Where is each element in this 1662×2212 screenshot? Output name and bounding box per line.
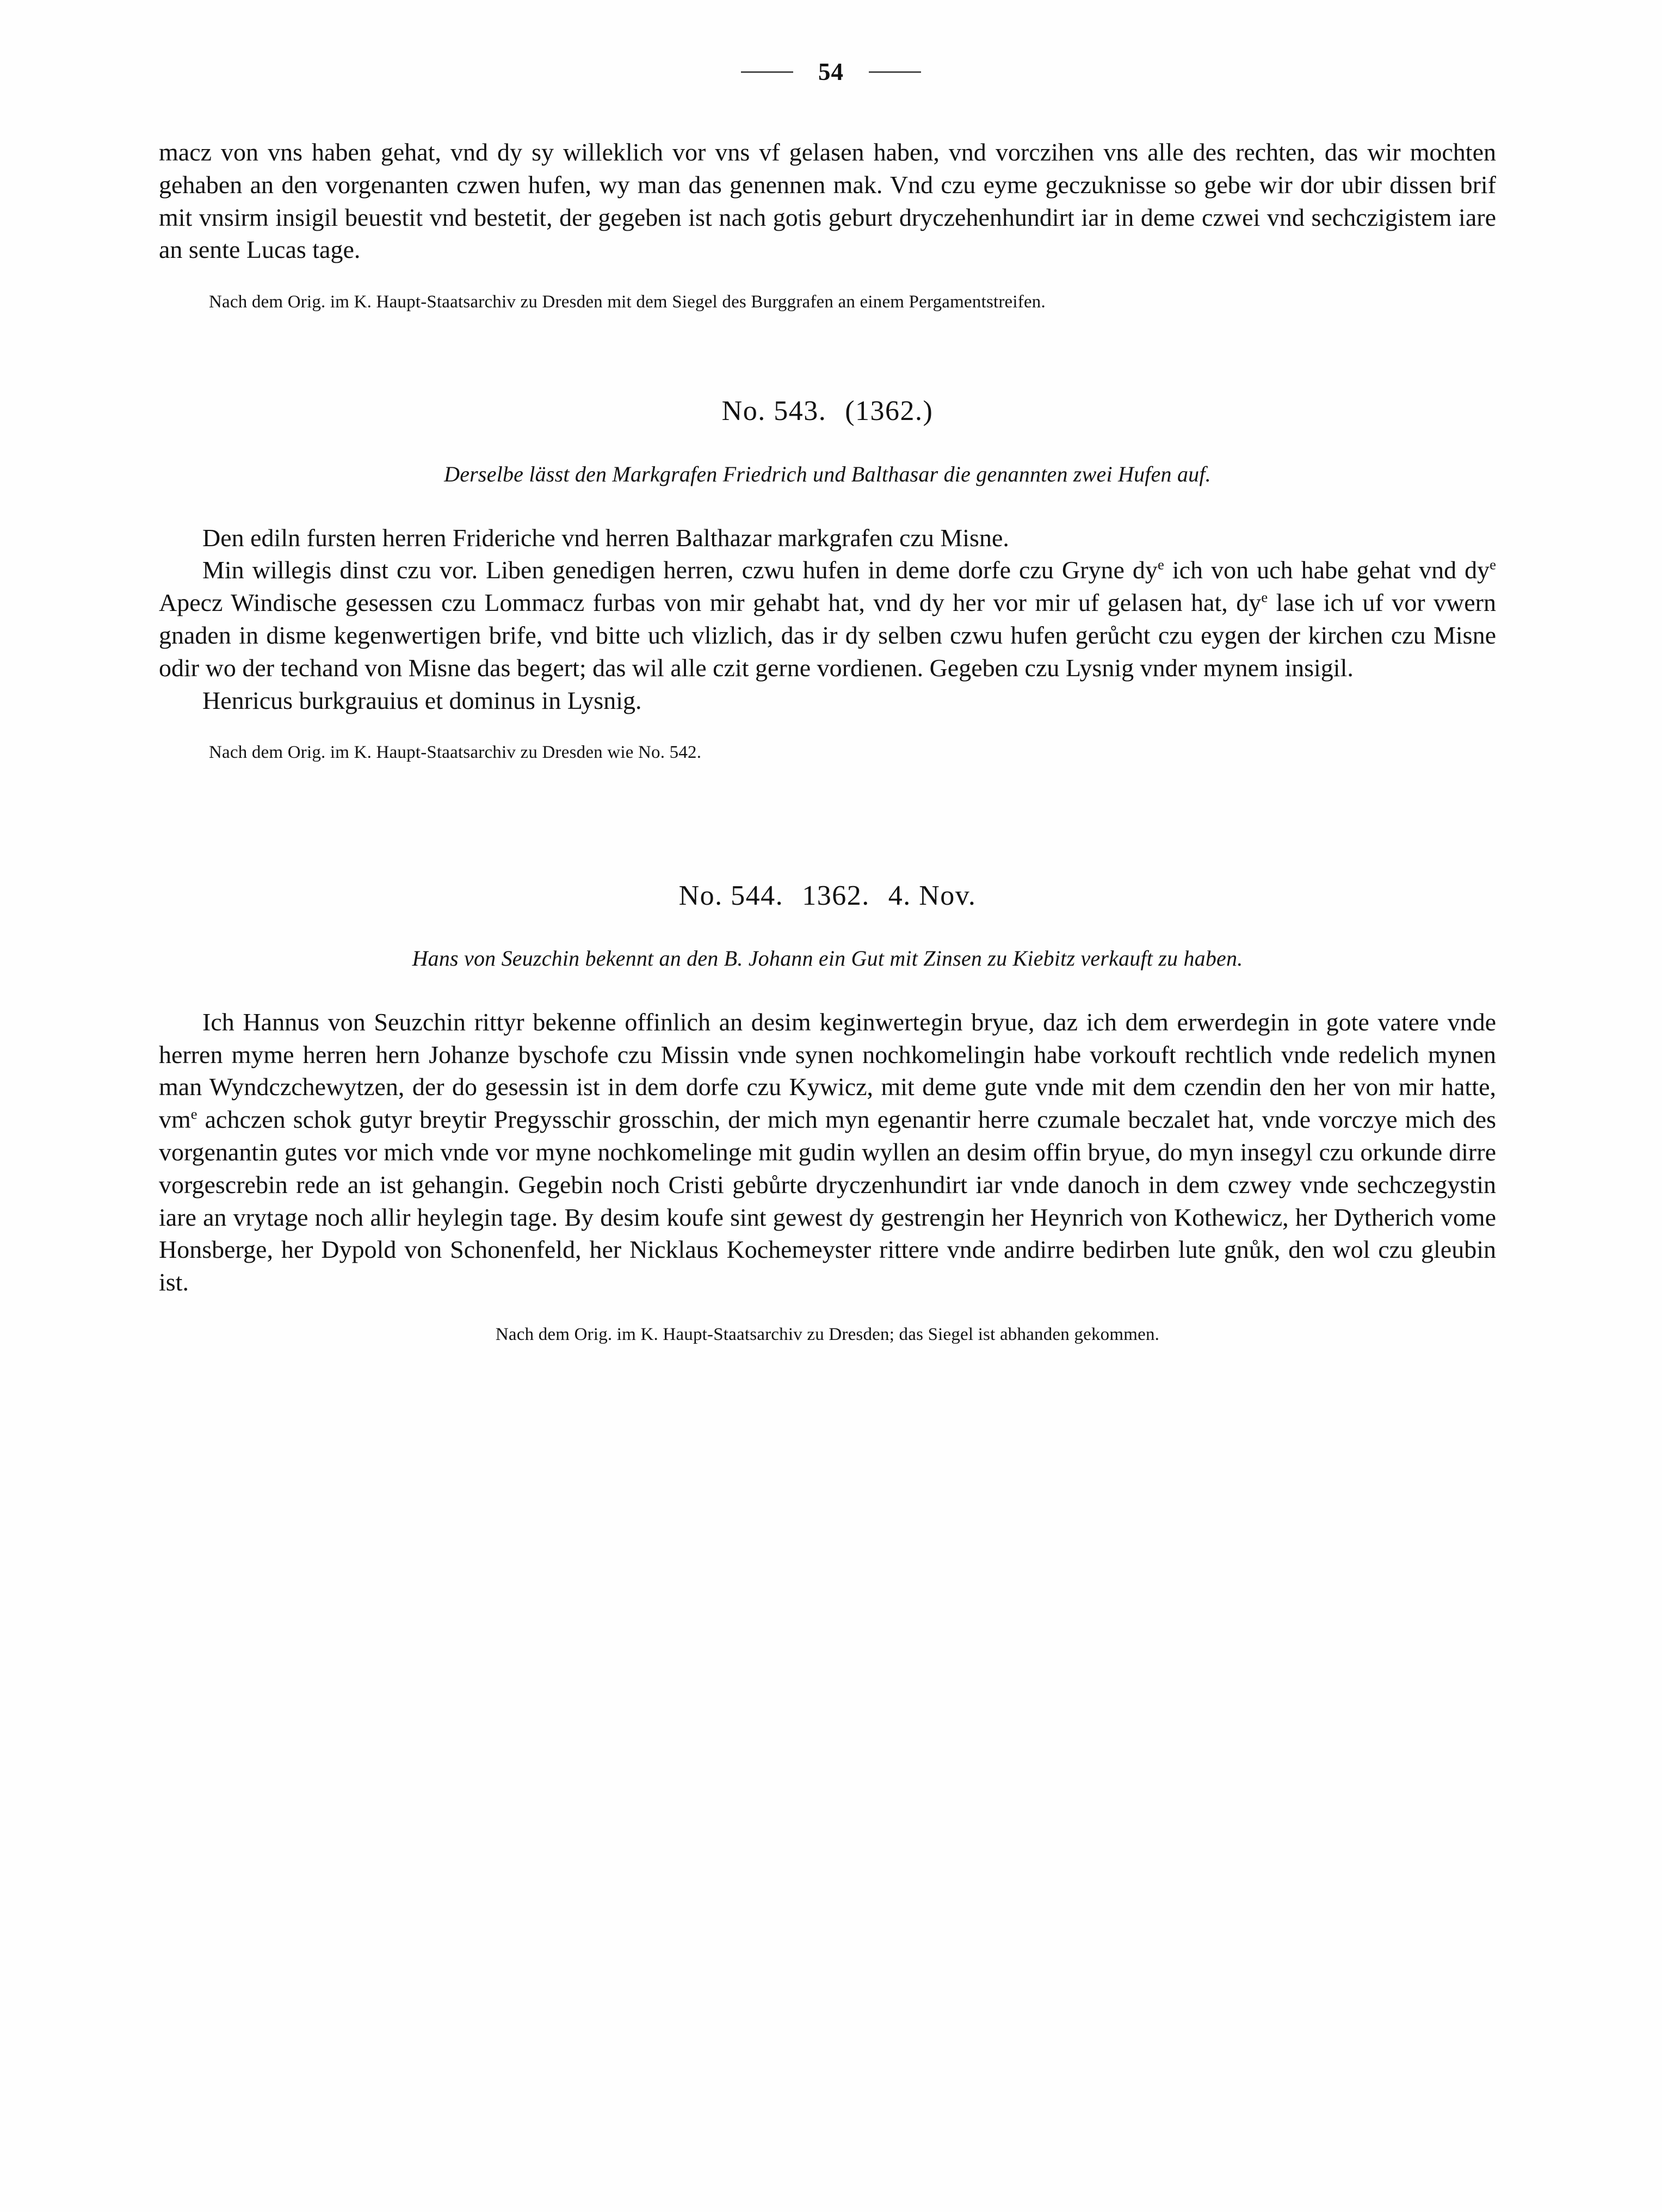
superscript-e-2: e [1490, 557, 1497, 573]
doc-543-body-segment-3: Apecz Windische gesessen czu Lommacz furbas von mir gehabt hat, vnd dy her vor mir uf gelasen hat, dy [159, 589, 1262, 617]
doc-544-heading-number: No. 544. [678, 880, 784, 911]
doc-544-body-segment-1: Ich Hannus von Seuzchin rittyr bekenne offinlich an desim keginwertegin bryue, daz ich dem erwerdegin in gote vatere vnde herren myme herren hern Johanze byschofe czu Missin vnde synen nochkomelingin habe vorkouft rechtlich vnde redelich mynen man Wyndczchewytzen, der do gesessin ist in dem dorfe czu Kywicz, mit deme gute vnde mit dem czendin den her von mir hatte, vm [159, 1008, 1496, 1134]
doc-543-body-segment-1: Min willegis dinst czu vor. Liben genedigen herren, czwu hufen in deme dorfe czu Gryne dy [202, 556, 1158, 584]
heading-spacer [159, 427, 1496, 461]
doc-543-source-note: Nach dem Orig. im K. Haupt-Staatsarchiv zu Dresden wie No. 542. [209, 743, 702, 763]
section-spacer [159, 314, 1496, 396]
regest-spacer [159, 488, 1496, 522]
doc-543-heading-date: (1362.) [845, 396, 934, 427]
doc-542-source-note: Nach dem Orig. im K. Haupt-Staatsarchiv zu Dresden mit dem Siegel des Burggrafen an einem Pergamentstreifen. [209, 292, 1046, 312]
superscript-e-1: e [1157, 557, 1164, 573]
doc-544-heading-day: 4. Nov. [888, 880, 977, 911]
doc-543-body [159, 554, 1496, 684]
running-head [0, 60, 1662, 98]
superscript-e-4: e [190, 1105, 197, 1122]
superscript-e-3: e [1261, 589, 1268, 605]
doc-544-heading [159, 880, 1496, 911]
doc-543-signature: Henricus burkgrauius et dominus in Lysnig. [202, 686, 642, 714]
text-column [159, 136, 1496, 1346]
section-spacer [159, 765, 1496, 847]
doc-543-regest: Derselbe lässt den Markgrafen Friedrich und Balthasar die genannten zwei Hufen auf. [444, 461, 1211, 486]
page-number: 54 [818, 58, 844, 85]
doc-544-body [159, 1006, 1496, 1299]
rule-left-decoration [741, 71, 793, 73]
doc-543-heading-number: No. 543. [721, 396, 827, 427]
rule-right-decoration [869, 71, 921, 73]
doc-544-regest: Hans von Seuzchin bekennt an den B. Johann ein Gut mit Zinsen zu Kiebitz verkauft zu haben. [412, 946, 1243, 971]
doc-544-source-note: Nach dem Orig. im K. Haupt-Staatsarchiv zu Dresden; das Siegel ist abhanden gekommen. [495, 1324, 1160, 1344]
doc-543-address-line: Den ediln fursten herren Frideriche vnd herren Balthazar markgrafen czu Misne. [202, 523, 1009, 552]
section-spacer-extra [159, 847, 1496, 880]
regest-spacer [159, 972, 1496, 1006]
doc-543-body-segment-2: ich von uch habe gehat vnd dy [1164, 556, 1490, 584]
heading-spacer [159, 911, 1496, 945]
doc-542-body-continuation: macz von vns haben gehat, vnd dy sy willeklich vor vns vf gelasen haben, vnd vorczihen vns alle des rechten, das wir mochten gehaben an den vorgenanten czwen hufen, wy man das genennen mak. Vnd czu eyme geczuknisse so gebe wir dor ubir dissen brif mit vnsirm insigil beuestit vnd bestetit, der gegeben ist nach gotis geburt dryczehenhundirt iar in deme czwei vnd sechczigistem iare an sente Lucas tage. [159, 138, 1496, 264]
doc-543-heading [159, 396, 1496, 427]
doc-543-body-segment-4: lase ich uf vor vwern gnaden in disme kegenwertigen brife, vnd bitte uch vlizlich, das ir dy selben czwu hufen gerůcht czu eygen der kirchen czu Misne odir wo der techand von Misne das begert; das wil alle czit gerne vordienen. Gegeben czu Lysnig vnder mynem insigil. [159, 589, 1496, 682]
doc-544-heading-year: 1362. [802, 880, 870, 911]
doc-544-body-segment-2: achczen schok gutyr breytir Pregysschir grosschin, der mich myn egenantir herre czumale beczalet hat, vnde vorczye mich des vorgenantin gutes vor mich vnde vor myne nochkomelinge mit gudin wyllen an desim offin bryue, do myn insegyl czu orkunde dirre vorgescrebin rede an ist gehangin. Gegebin noch Cristi gebůrte dryczenhundirt iar vnde danoch in dem czwey vnde sechczegystin iare an vrytage noch allir heylegin tage. By desim koufe sint gewest dy gestrengin her Heynrich von Kothewicz, her Dytherich vome Honsberge, her Dypold von Schonenfeld, her Nicklaus Kochemeyster rittere vnde andirre bedirben lute gnůk, den wol czu gleubin ist. [159, 1105, 1496, 1296]
